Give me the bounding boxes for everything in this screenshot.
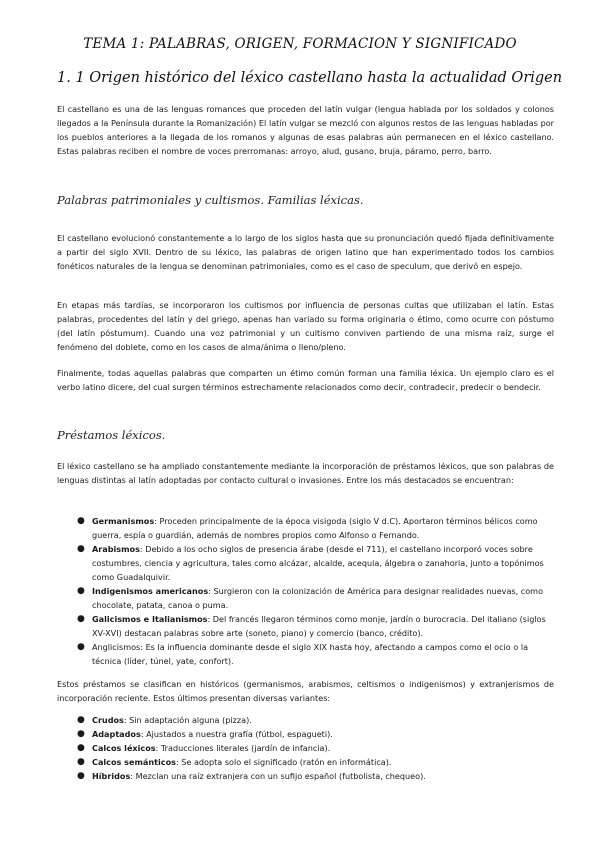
variants-list (57, 713, 557, 783)
list-item (57, 755, 557, 769)
list-item-term: Galicismos e Italianismos (92, 614, 208, 624)
list-item (57, 514, 557, 542)
list-item-term: Calcos semánticos (92, 757, 176, 767)
list-item (57, 769, 557, 783)
bullet-icon: ● (77, 614, 85, 624)
document-title: TEMA 1: PALABRAS, ORIGEN, FORMACION Y SIGNIFICADO (83, 36, 517, 52)
bullet-icon: ● (77, 516, 85, 526)
bullet-icon: ● (77, 586, 85, 596)
list-item (57, 727, 557, 741)
paragraph-patrimoniales-2: En etapas más tardías, se incorporaron los cultismos por influencia de personas cultas que utilizaban el latín. Estas palabras, procedentes del latín y del griego, apenas han variado su forma originaria o étimo, como ocurre con póstumo (del latín póstumum). Cuando una voz patrimonial y un cultismo conviven partiendo de una misma raíz, surge el fenómeno del doblete, como en los casos de alma/ánima o lleno/pleno. (57, 300, 554, 352)
list-item (57, 741, 557, 755)
bullet-icon: ● (77, 715, 85, 725)
bullet-icon: ● (77, 544, 85, 554)
bullet-icon: ● (77, 743, 85, 753)
list-item-text: : Ajustados a nuestra grafía (fútbol, espagueti). (140, 729, 333, 739)
paragraph-prestamos-1: El léxico castellano se ha ampliado constantemente mediante la incorporación de préstamos léxicos, que son palabras de lenguas distintas al latín adoptadas por contacto cultural o invasiones. Entre los más destacados se encuentran: (57, 461, 554, 485)
bullet-icon: ● (77, 771, 85, 781)
list-item-term: Crudos (92, 715, 124, 725)
list-item (57, 640, 557, 668)
paragraph-patrimoniales-1: El castellano evolucionó constantemente a lo largo de los siglos hasta que su pronunciación quedó fijada definitivamente a partir del siglo XVII. Dentro de su léxico, las palabras de origen latino que han experimentado todos los cambios fonéticos naturales de la lengua se denominan patrimoniales, como es el caso de speculum, que derivó en espejo. (57, 233, 554, 271)
list-item-text: : Sin adaptación alguna (pizza). (123, 715, 252, 725)
bullet-icon: ● (77, 642, 85, 652)
list-item-term: Indigenismos americanos (92, 586, 209, 596)
section-heading-patrimoniales: Palabras patrimoniales y cultismos. Familias léxicas. (57, 193, 364, 207)
list-item-text: : Se adopta solo el significado (ratón en informática). (175, 757, 392, 767)
paragraph-prestamos-2: Estos préstamos se clasifican en históricos (germanismos, arabismos, celtismos o indigenismos) y extranjerismos de incorporación reciente. Estos últimos presentan diversas variantes: (57, 679, 554, 703)
paragraph-origen: El castellano es una de las lenguas romances que proceden del latín vulgar (lengua hablada por los soldados y colonos llegados a la Península durante la Romanización) El latín vulgar se mezcló con algunos restos de las lenguas habladas por los pueblos anteriores a la llegada de los romanos y algunas de esas palabras aún permanecen en el léxico castellano. Estas palabras reciben el nombre de voces prerromanas: arroyo, alud, gusano, bruja, páramo, perro, barro. (57, 104, 554, 156)
list-item-text: : Mezclan una raíz extranjera con un sufijo español (futbolista, chequeo). (130, 771, 426, 781)
list-item-text: : Surgieron con la colonización de América para designar realidades nuevas, como chocolate, patata, canoa o puma. (92, 586, 544, 610)
list-item-text: : Proceden principalmente de la época visigoda (siglo V d.C). Aportaron términos bélicos como guerra, espía o guardián, además de nombres propios como Alfonso o Fernando. (92, 516, 538, 540)
loans-list (57, 514, 557, 668)
paragraph-patrimoniales-3: Finalmente, todas aquellas palabras que comparten un étimo común forman una familia léxica. Un ejemplo claro es el verbo latino dicere, del cual surgen términos estrechamente relacionados como decir, contradecir, predecir o bendecir. (57, 368, 554, 392)
list-item-term: Calcos léxicos (92, 743, 156, 753)
list-item (57, 542, 557, 584)
bullet-icon: ● (77, 757, 85, 767)
list-item-term: Híbridos (92, 771, 131, 781)
list-item-text: : Del francés llegaron términos como monje, jardín o burocracia. Del italiano (siglos XV-XVI) destacan palabras sobre arte (soneto, piano) y comercio (banco, crédito). (92, 614, 546, 638)
section-heading-origen: 1. 1 Origen histórico del léxico castellano hasta la actualidad Origen (57, 70, 563, 86)
list-item-text: : Traducciones literales (jardín de infancia). (155, 743, 331, 753)
list-item-text: : Debido a los ocho siglos de presencia árabe (desde el 711), el castellano incorporó voces sobre costumbres, ciencia y agricultura, tales como alcázar, alcalde, acequia, álgebra o zanahoria, junto a topónimos como Guadalquivir. (92, 544, 544, 582)
section-heading-prestamos: Préstamos léxicos. (57, 428, 166, 442)
list-item (57, 584, 557, 612)
list-item-term: Arabismos (92, 544, 140, 554)
list-item (57, 612, 557, 640)
list-item-term: Germanismos (92, 516, 155, 526)
bullet-icon: ● (77, 729, 85, 739)
list-item-text: Anglicismos: Es la influencia dominante desde el siglo XIX hasta hoy, afectando a campos como el ocio o la técnica (líder, túnel, yate, confort). (92, 642, 529, 666)
list-item (57, 713, 557, 727)
list-item-term: Adaptados (92, 729, 141, 739)
